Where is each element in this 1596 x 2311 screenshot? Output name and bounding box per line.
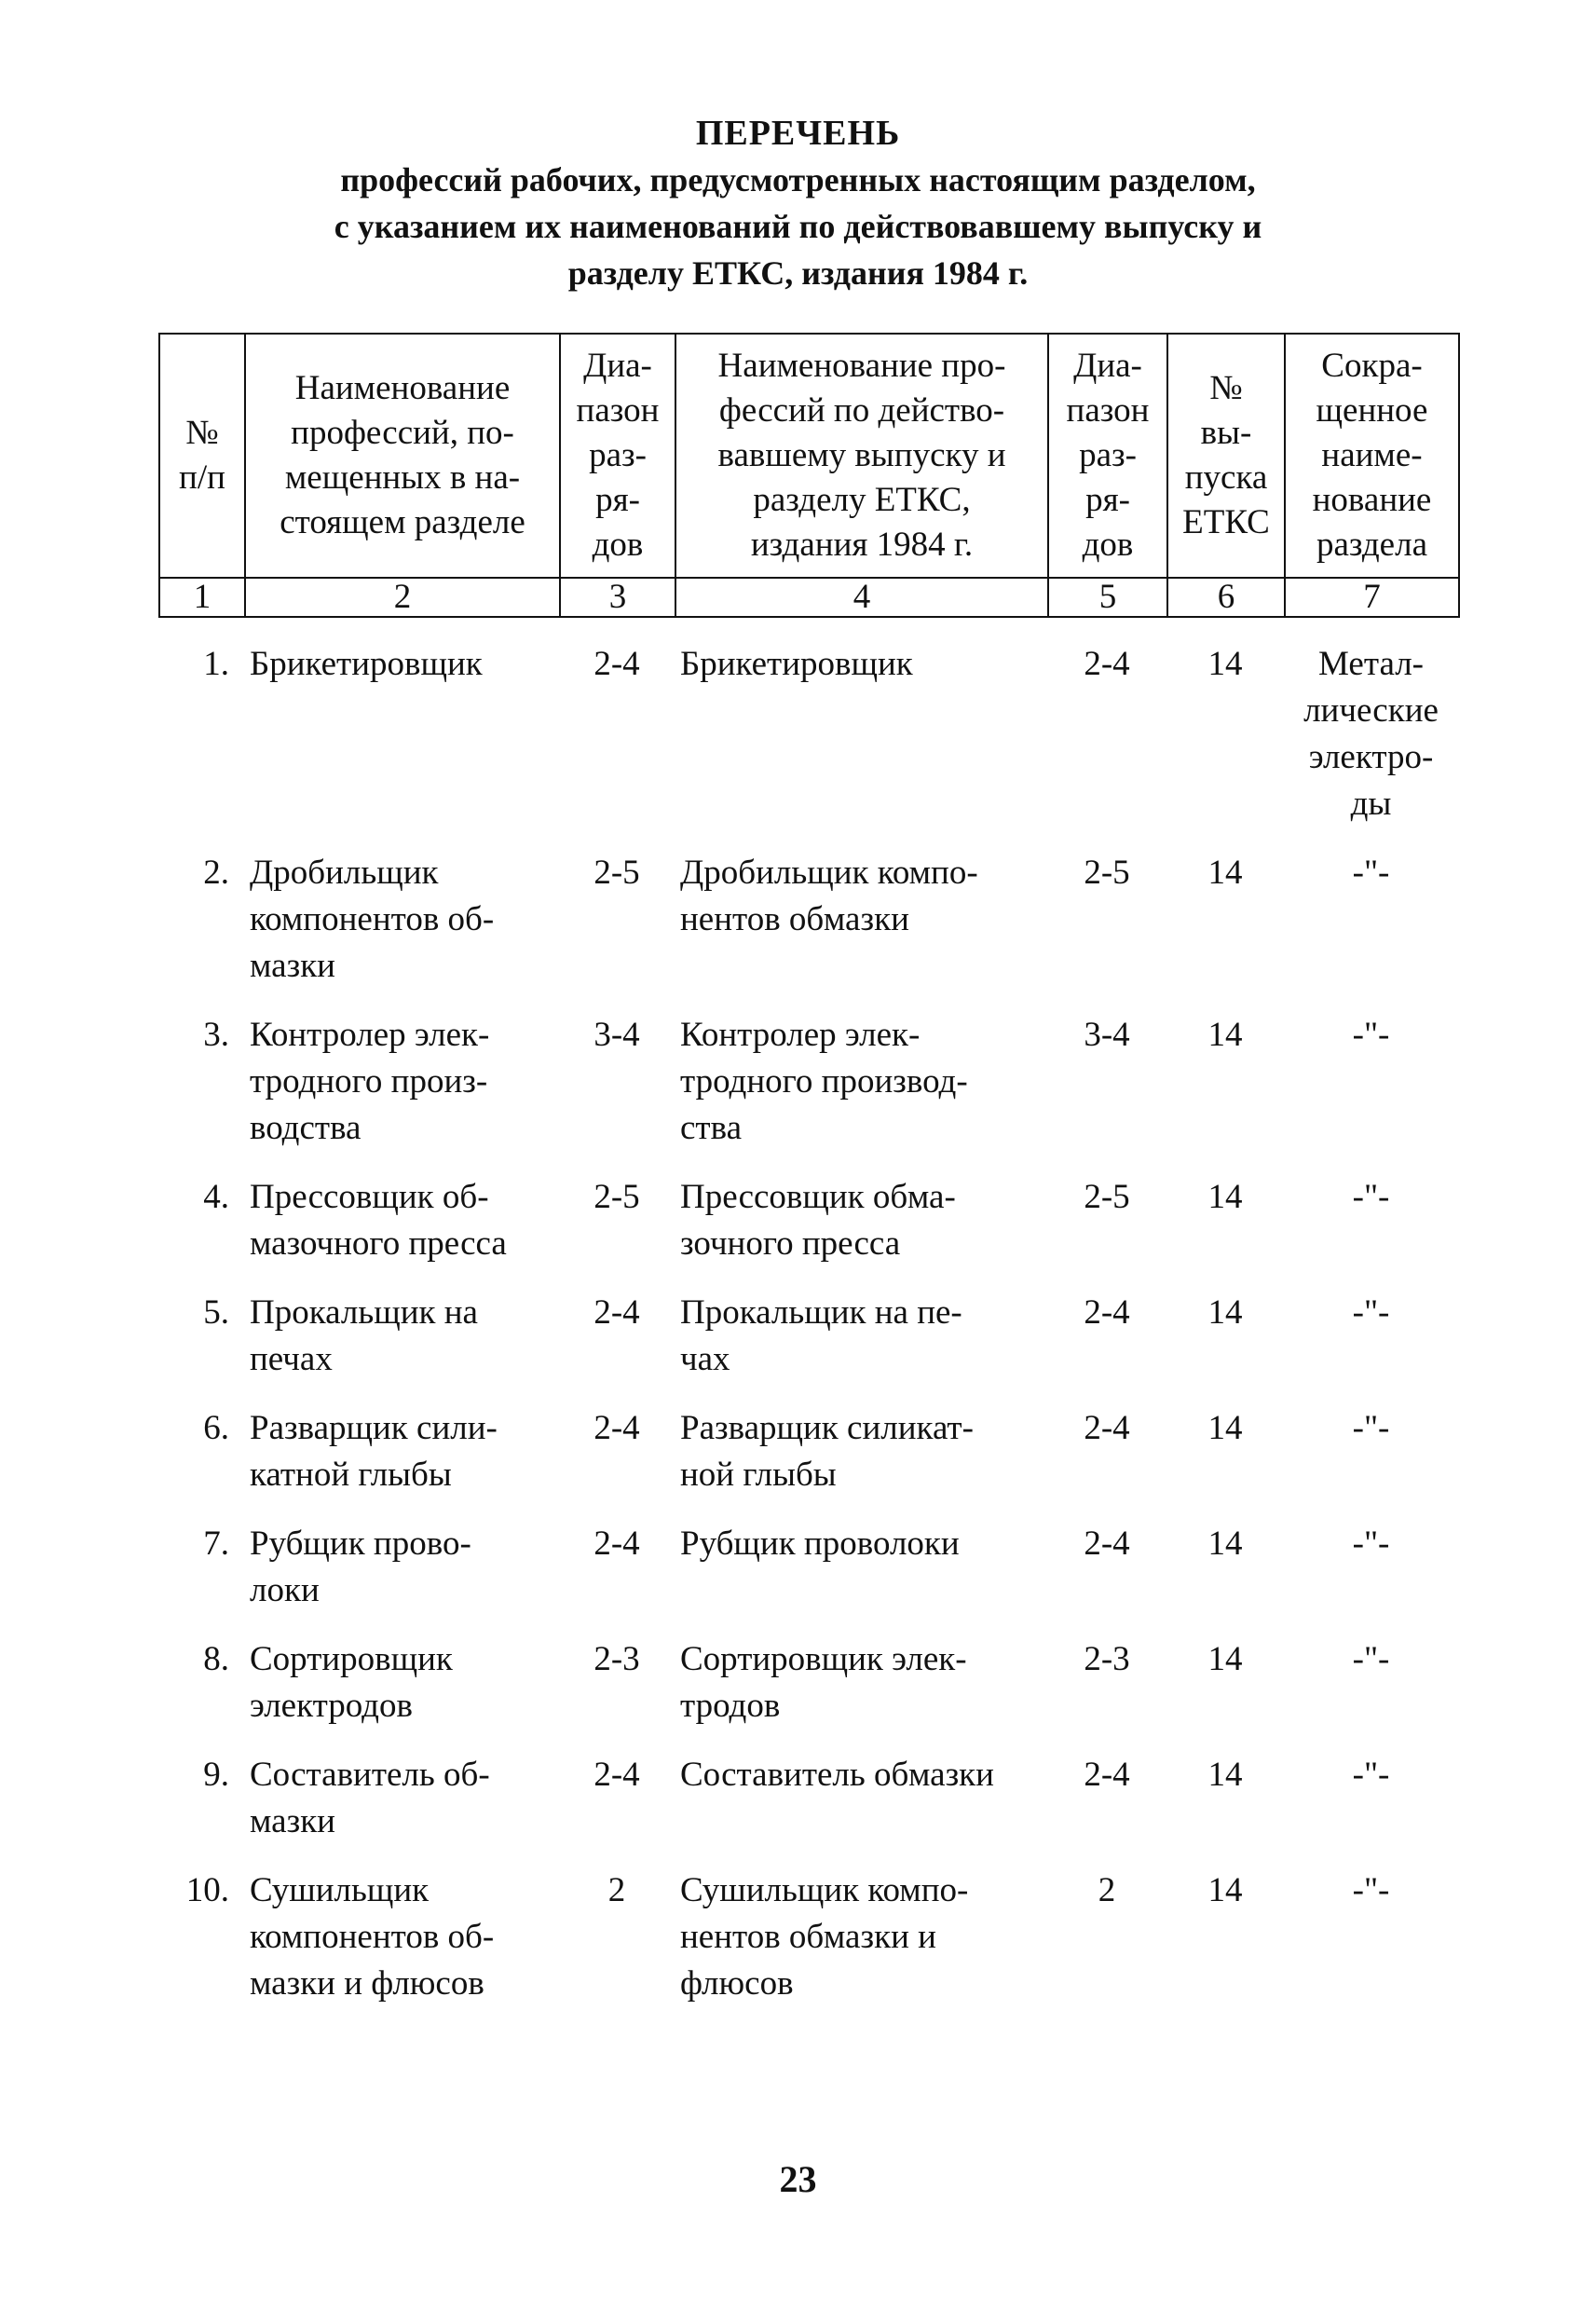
- grade-range: 2-5: [593, 854, 640, 892]
- profession-name: Сушильщик компонентов об- мазки и флюсов: [250, 1871, 495, 2003]
- profession-name: Прессовщик об- мазочного пресса: [250, 1178, 507, 1263]
- old-profession-name: Дробильщик компо- нентов обмазки: [680, 854, 978, 938]
- etks-issue: 14: [1207, 1640, 1243, 1678]
- title-block: [0, 110, 1596, 296]
- row-number: 1.: [203, 645, 229, 683]
- table-row: [158, 1636, 1458, 1752]
- document-subtitle-line-1: профессий рабочих, предусмотренных настоящим разделом,: [340, 161, 1256, 198]
- table-header: [158, 333, 1460, 618]
- header-etks-issue: № вы- пуска ЕТКС: [1167, 334, 1285, 578]
- old-grade-range: 2-4: [1084, 1293, 1130, 1332]
- row-number: 7.: [203, 1525, 229, 1563]
- row-number: 2.: [203, 854, 229, 892]
- section-short-name: -"-: [1352, 1293, 1390, 1332]
- table-row: [158, 1867, 1458, 2030]
- table-row: [158, 1174, 1458, 1290]
- row-number: 4.: [203, 1178, 229, 1216]
- column-number-1: 1: [159, 578, 245, 617]
- grade-range: 3-4: [593, 1016, 640, 1054]
- header-section-short-name: Сокра- щенное наиме- нование раздела: [1285, 334, 1459, 578]
- column-number-row: [159, 578, 1459, 617]
- table-row: [158, 1012, 1458, 1174]
- row-number: 5.: [203, 1293, 229, 1332]
- old-grade-range: 2-3: [1084, 1640, 1130, 1678]
- document-subtitle-line-3: разделу ЕТКС, издания 1984 г.: [567, 254, 1029, 292]
- grade-range: 2-4: [593, 1756, 640, 1794]
- row-number: 8.: [203, 1640, 229, 1678]
- etks-issue: 14: [1207, 1756, 1243, 1794]
- column-number-2: 2: [245, 578, 560, 617]
- column-number-5: 5: [1048, 578, 1167, 617]
- table-row: [158, 1521, 1458, 1636]
- section-short-name: -"-: [1352, 1409, 1390, 1447]
- row-number: 9.: [203, 1756, 229, 1794]
- row-number: 3.: [203, 1016, 229, 1054]
- profession-name: Контролер элек- тродного произ- водства: [250, 1016, 490, 1147]
- old-grade-range: 2-5: [1084, 1178, 1130, 1216]
- section-short-name: -"-: [1352, 1525, 1390, 1563]
- old-profession-name: Разварщик силикат- ной глыбы: [680, 1409, 974, 1494]
- header-old-profession-name: Наименование про- фессий по действо- вавшему выпуску и разделу ЕТКС, издания 1984 г.: [675, 334, 1048, 578]
- old-grade-range: 2-4: [1084, 1756, 1130, 1794]
- old-grade-range: 2-5: [1084, 854, 1130, 892]
- etks-issue: 14: [1207, 1409, 1243, 1447]
- section-short-name: -"-: [1352, 854, 1390, 892]
- header-row: [159, 334, 1459, 578]
- etks-issue: 14: [1207, 1525, 1243, 1563]
- profession-name: Сортировщик электродов: [250, 1640, 453, 1725]
- old-profession-name: Сушильщик компо- нентов обмазки и флюсов: [680, 1871, 969, 2003]
- profession-name: Разварщик сили- катной глыбы: [250, 1409, 498, 1494]
- old-grade-range: 2: [1098, 1871, 1116, 1909]
- column-number-3: 3: [560, 578, 675, 617]
- etks-issue: 14: [1207, 1016, 1243, 1054]
- old-profession-name: Сортировщик элек- тродов: [680, 1640, 967, 1725]
- old-profession-name: Брикетировщик: [680, 645, 913, 683]
- old-grade-range: 2-4: [1084, 1409, 1130, 1447]
- table-row: [158, 1405, 1458, 1521]
- column-number-6: 6: [1167, 578, 1285, 617]
- old-grade-range: 2-4: [1084, 645, 1130, 683]
- old-grade-range: 3-4: [1084, 1016, 1130, 1054]
- header-row-number: № п/п: [159, 334, 245, 578]
- grade-range: 2-4: [593, 1409, 640, 1447]
- row-number: 6.: [203, 1409, 229, 1447]
- section-short-name: -"-: [1352, 1871, 1390, 1909]
- etks-issue: 14: [1207, 1871, 1243, 1909]
- old-grade-range: 2-4: [1084, 1525, 1130, 1563]
- column-number-7: 7: [1285, 578, 1459, 617]
- old-profession-name: Контролер элек- тродного производ- ства: [680, 1016, 968, 1147]
- header-old-grade-range: Диа- пазон раз- ря- дов: [1048, 334, 1167, 578]
- etks-issue: 14: [1207, 854, 1243, 892]
- profession-name: Дробильщик компонентов об- мазки: [250, 854, 495, 985]
- section-short-name: -"-: [1352, 1178, 1390, 1216]
- grade-range: 2-5: [593, 1178, 640, 1216]
- section-short-name: -"-: [1352, 1640, 1390, 1678]
- table-row: [158, 1752, 1458, 1867]
- section-short-name: -"-: [1352, 1016, 1390, 1054]
- table-row: [158, 641, 1458, 850]
- table-row: [158, 1290, 1458, 1405]
- document-title: ПЕРЕЧЕНЬ: [695, 114, 901, 153]
- etks-issue: 14: [1207, 645, 1243, 683]
- header-profession-name: Наименование профессий, по- мещенных в на- стоящем разделе: [245, 334, 560, 578]
- page-number: 23: [779, 2158, 817, 2200]
- old-profession-name: Составитель обмазки: [680, 1756, 994, 1794]
- profession-name: Рубщик прово- локи: [250, 1525, 471, 1609]
- grade-range: 2-4: [593, 1293, 640, 1332]
- old-profession-name: Прокальщик на пе- чах: [680, 1293, 962, 1378]
- grade-range: 2-3: [593, 1640, 640, 1678]
- profession-name: Составитель об- мазки: [250, 1756, 490, 1840]
- section-short-name: -"-: [1352, 1756, 1390, 1794]
- professions-table: [158, 641, 1458, 2030]
- etks-issue: 14: [1207, 1178, 1243, 1216]
- section-short-name: Метал- лические электро- ды: [1303, 645, 1439, 823]
- table-row: [158, 850, 1458, 1012]
- grade-range: 2-4: [593, 645, 640, 683]
- row-number: 10.: [185, 1871, 229, 1909]
- old-profession-name: Прессовщик обма- зочного пресса: [680, 1178, 956, 1263]
- profession-name: Прокальщик на печах: [250, 1293, 478, 1378]
- grade-range: 2: [607, 1871, 626, 1909]
- etks-issue: 14: [1207, 1293, 1243, 1332]
- column-number-4: 4: [675, 578, 1048, 617]
- table-body: [158, 641, 1458, 2030]
- profession-name: Брикетировщик: [250, 645, 483, 683]
- grade-range: 2-4: [593, 1525, 640, 1563]
- old-profession-name: Рубщик проволоки: [680, 1525, 960, 1563]
- header-grade-range: Диа- пазон раз- ря- дов: [560, 334, 675, 578]
- document-subtitle-line-2: с указанием их наименований по действовавшему выпуску и: [334, 208, 1262, 245]
